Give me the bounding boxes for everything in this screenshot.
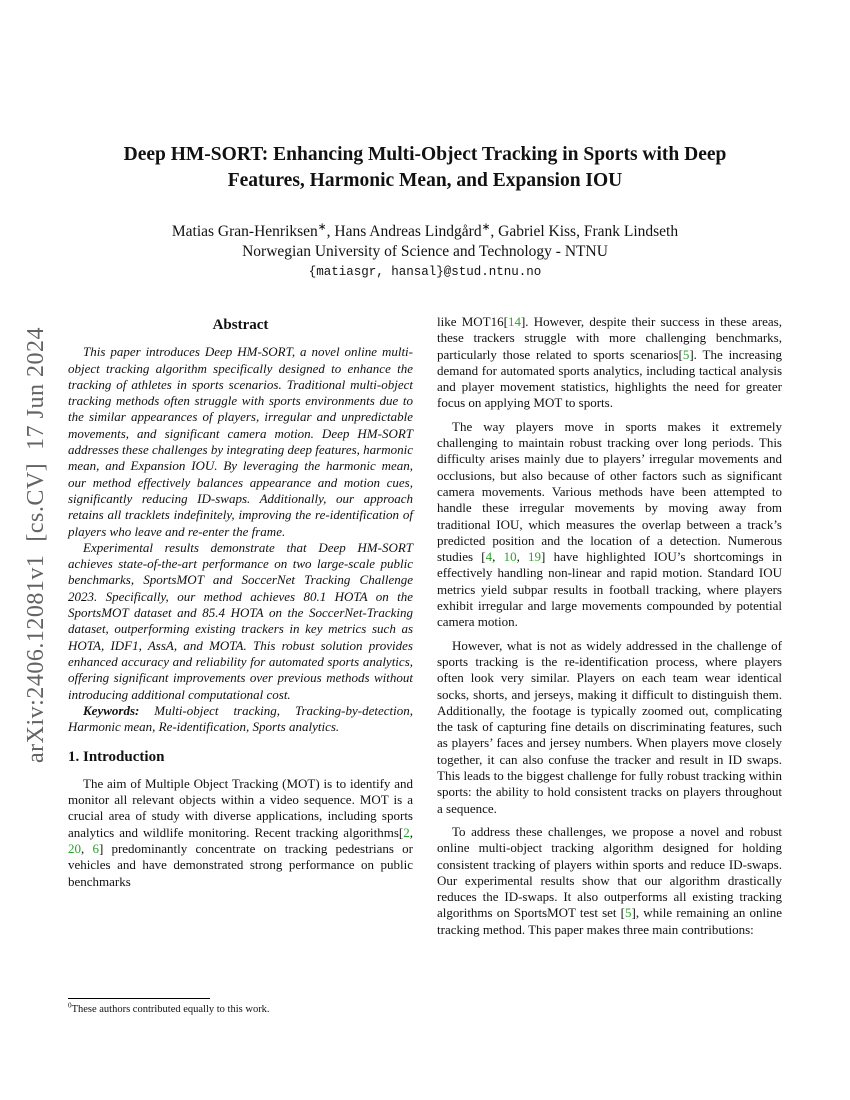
introduction-paragraph-1: The aim of Multiple Object Tracking (MOT) is to identify and monitor all relevant objects within a video sequence. MOT is a crucial area of study with diverse applications, including sports analytics and wildlife monitoring. Recent tracking algorithms[2, 20, 6] predominantly concentrate on tracking pedestrians or vehicles and have demonstrated strong performance on public benchmarks	[68, 775, 414, 889]
keywords-label: Keywords:	[83, 702, 140, 718]
affiliation-line: Norwegian University of Science and Technology - NTNU	[242, 243, 608, 260]
left-column	[68, 314, 413, 945]
section-heading-introduction: 1. Introduction	[68, 749, 165, 766]
body-paragraph-1: like MOT16[14]. However, despite their success in these areas, these trackers struggle with more challenging benchmarks, particularly those related to sports scenarios[5]. The increasing demand for automated sports analytics, including tactical analysis and player movement statistics, highlights the need for greater focus on applying MOT to sports.	[437, 314, 782, 411]
citation-link[interactable]: 6	[92, 840, 99, 856]
paper-title	[60, 142, 790, 194]
paper-title-line2: Features, Harmonic Mean, and Expansion IOU	[227, 170, 623, 191]
arxiv-stamp	[14, 285, 58, 805]
authors-line: Matias Gran-Henriksen∗, Hans Andreas Lindgård∗, Gabriel Kiss, Frank Lindseth	[171, 221, 679, 240]
body-paragraph-4: To address these challenges, we propose a novel and robust online multi-object tracking algorithm designed for holding consistent tracking of players within sports and reduce ID-swaps. Our experimental results show that our algorithm drastically reduces the ID-swaps. It also outperforms all existing tracking algorithms on SportsMOT test set [5], while remaining an online tracking method. This paper makes three main contributions:	[437, 823, 783, 937]
citation-link[interactable]: 10	[503, 549, 517, 565]
citation-link[interactable]: 20	[68, 840, 81, 856]
arxiv-stamp-text: arXiv:2406.12081v1 [cs.CV] 17 Jun 2024	[22, 327, 49, 763]
right-column	[437, 314, 782, 945]
keywords-paragraph: Keywords: Multi-object tracking, Tracking-by-detection, Harmonic mean, Re-identification, Sports analytics.	[68, 702, 413, 735]
citation-link[interactable]: 14	[507, 314, 521, 329]
footnote	[68, 998, 413, 1016]
citation-link[interactable]: 5	[682, 346, 690, 362]
author-block	[60, 222, 790, 282]
citation-link[interactable]: 5	[625, 905, 632, 921]
superscript-marker: ∗	[317, 221, 327, 233]
citation-link[interactable]: 4	[485, 549, 493, 565]
superscript-marker: ∗	[481, 221, 491, 233]
body-paragraph-3: However, what is not as widely addressed in the challenge of sports tracking is the re-identification process, where players often look very similar. Players on each team wear identical socks, shorts, and jerseys, making it difficult to distinguish them. Additionally, the footage is typically zoomed out, complicating the task of capturing fine details on discriminating features, such as players’ faces and jersey numbers. When players move closely together, it can also confuse the tracker and result in ID swaps. This leads to the biggest challenge for fully robust tracking within sports: the ability to hold consistent tracks on players throughout a sequence.	[437, 637, 782, 816]
citation-link[interactable]: 19	[528, 549, 542, 565]
two-column-body	[68, 314, 782, 945]
footnote-text: $^0$These authors contributed equally to this work.	[68, 1001, 270, 1015]
abstract-paragraph-1: This paper introduces Deep HM-SORT, a novel online multi-object tracking algorithm specifically designed to enhance the tracking of athletes in sports scenarios. Traditional multi-object tracking methods often struggle with sports environments due to the similar appearances of players, irregular and unpredictable movements, and significant camera motion. Deep HM-SORT addresses these challenges by integrating deep features, harmonic mean, and Expansion IOU. By leveraging the harmonic mean, our method effectively balances appearance and motion cues, significantly reducing ID-swaps. Additionally, our approach retains all tracklets indefinitely, improving the re-identification of players who leave and re-enter the frame.	[68, 344, 413, 539]
body-paragraph-2: The way players move in sports makes it extremely challenging to maintain robust tracking over long periods. This difficulty arises mainly due to players’ irregular movements and occlusions, but also because of other factors such as significant camera movements. Various methods have been attempted to handle these irregular movements by moving away from traditional IOU, which measures the overlap between a track’s predicted position and the location of a detection. Numerous studies [4, 10, 19] have highlighted IOU’s shortcomings in effectively handling non-linear and rapid motion. Standard IOU metrics yield subpar results in football tracking, where players exhibit irregular and large movements compounded by potential camera motion.	[437, 418, 783, 630]
email-line: {matiasgr, hansal}@stud.ntnu.no	[308, 265, 542, 279]
abstract-section	[68, 317, 413, 735]
footnote-rule	[68, 998, 210, 999]
abstract-heading: Abstract	[212, 317, 269, 333]
abstract-paragraph-2: Experimental results demonstrate that Deep HM-SORT achieves state-of-the-art performance on two large-scale public benchmarks, SportsMOT and SoccerNet Tracking Challenge 2023. Specifically, our method achieves 80.1 HOTA on the SportsMOT dataset and 85.4 HOTA on the SoccerNet-Tracking dataset, outperforming existing trackers in key metrics such as HOTA, IDF1, AssA, and MOTA. This robust solution provides enhanced accuracy and reliability for automated sports analytics, offering significant improvements over previous methods without introducing additional computational cost.	[68, 539, 413, 702]
superscript-marker: 0	[68, 1001, 72, 1010]
paper-title-line1: Deep HM-SORT: Enhancing Multi-Object Tracking in Sports with Deep	[123, 144, 727, 165]
citation-link[interactable]: 2	[403, 824, 410, 840]
